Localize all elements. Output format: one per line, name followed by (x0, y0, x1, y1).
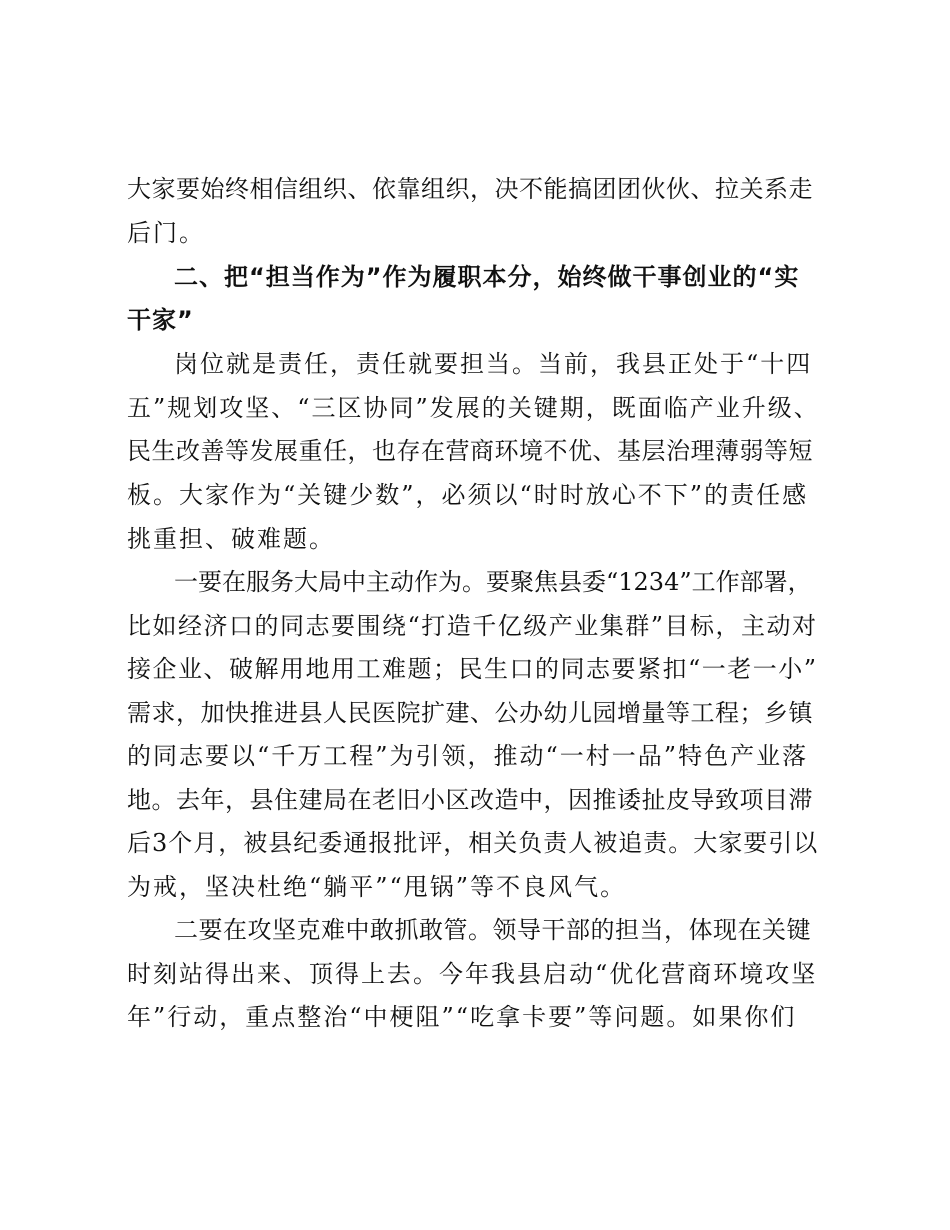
body-text-line: 需求，加快推进县人民医院扩建、公办幼儿园增量等工程；乡镇 (127, 699, 813, 727)
section-heading: 二、把“担当作为”作为履职本分，始终做干事创业的“实 (174, 263, 800, 291)
paragraph-first-line: 二要在攻坚克难中敢抓敢管。领导干部的担当，体现在关键 (174, 916, 811, 944)
body-text-line: 比如经济口的同志要围绕“打造千亿级产业集群”目标，主动对 (127, 612, 818, 640)
body-text-line: 为戒，坚决杜绝“躺平”“甩锅”等不良风气。 (127, 873, 627, 901)
body-text-line: 挑重担、破难题。 (127, 525, 335, 553)
body-text-line: 时刻站得出来、顶得上去。今年我县启动“优化营商环境攻坚 (127, 960, 818, 988)
body-text-line: 年”行动，重点整治“中梗阻”“吃拿卡要”等问题。如果你们 (127, 1003, 797, 1031)
body-text-line: 板。大家作为“关键少数”，必须以“时时放心不下”的责任感 (127, 481, 809, 509)
paragraph-first-line: 一要在服务大局中主动作为。要聚焦县委“1234”工作部署， (174, 568, 812, 596)
body-text-line: 后门。 (127, 219, 205, 247)
body-text-line: 民生改善等发展重任，也存在营商环境不优、基层治理薄弱等短 (127, 437, 813, 465)
paragraph-first-line: 岗位就是责任，责任就要担当。当前，我县正处于“十四 (174, 350, 813, 378)
body-text-line: 接企业、破解用地用工难题；民生口的同志要紧扣“一老一小” (127, 655, 818, 683)
body-text-line: 地。去年，县住建局在老旧小区改造中，因推诿扯皮导致项目滞 (127, 786, 813, 814)
body-text-line: 大家要始终相信组织、依靠组织，决不能搞团团伙伙、拉关系走 (127, 175, 813, 203)
body-text-line: 后3个月，被县纪委通报批评，相关负责人被追责。大家要引以 (127, 829, 819, 857)
section-heading: 干家” (127, 306, 194, 334)
body-text-line: 的同志要以“千万工程”为引领，推动“一村一品”特色产业落 (127, 742, 809, 770)
body-text-line: 五”规划攻坚、“三区协同”发展的关键期，既面临产业升级、 (127, 394, 820, 422)
